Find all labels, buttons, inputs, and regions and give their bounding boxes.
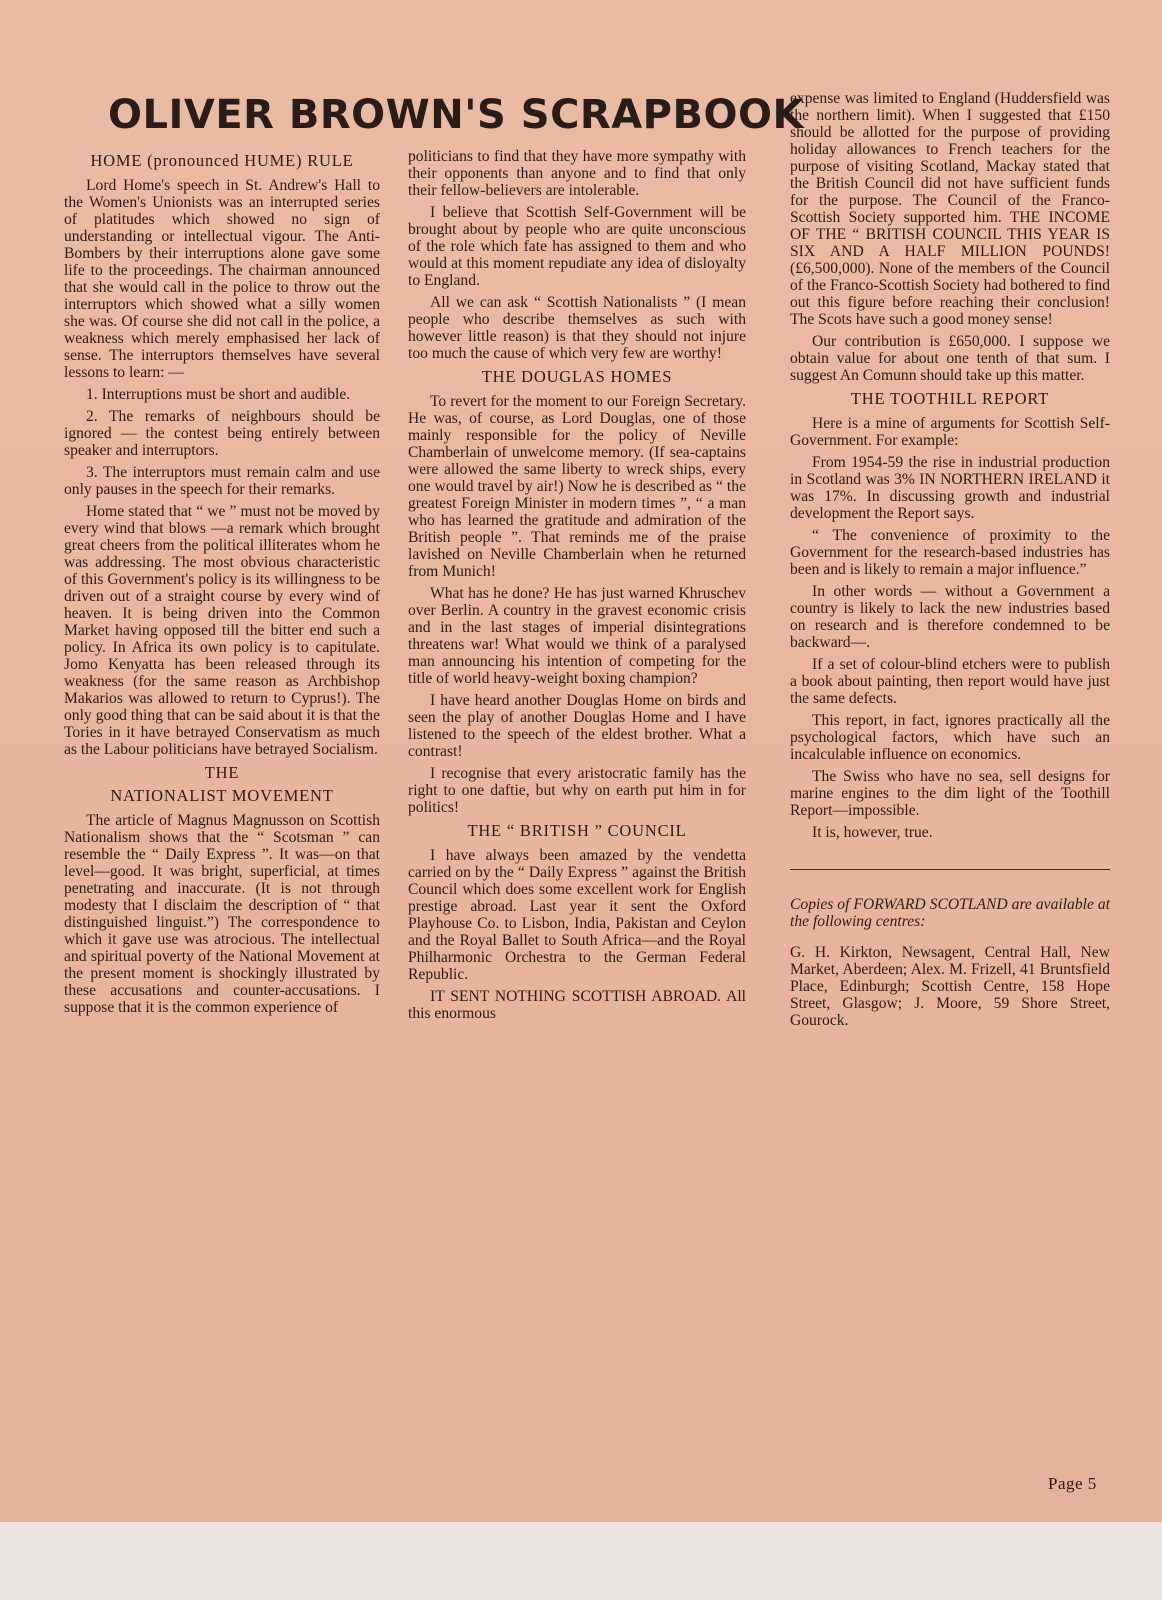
section-heading-douglas-homes: THE DOUGLAS HOMES bbox=[481, 367, 673, 386]
column-2 bbox=[408, 148, 746, 1027]
copies-intro: Copies of FORWARD SCOTLAND are available at the following centres: bbox=[790, 896, 1110, 930]
paragraph: I believe that Scottish Self-Government will be brought about by people who are quite unconscious of the role which fate has assigned to them and who would at this moment repudiate any idea of disloyalty to England. bbox=[408, 204, 746, 289]
paragraph: Lord Home's speech in St. Andrew's Hall to the Women's Unionists was an interrupted series of platitudes which showed no sign of understanding or intellectual vigour. The Anti-Bombers by their interruptions alone gave some life to the proceedings. The chairman announced that she would call in the police to throw out the interruptors which showed what a silly women she was. Of course she did not call in the police, a weakness which merely emphasised her lack of sense. The interruptors themselves have several lessons to learn: — bbox=[64, 177, 380, 381]
paper-edge bbox=[0, 1522, 1162, 1600]
paragraph: politicians to find that they have more sympathy with their opponents than anyone and to find that only their fellow-believers are intolerable. bbox=[408, 148, 746, 199]
page-title: OLIVER BROWN'S SCRAPBOOK bbox=[108, 92, 804, 138]
paragraph: Home stated that “ we ” must not be moved by every wind that blows —a remark which brought great cheers from the political illiterates whom he was addressing. The most obvious characteristic of this Government's policy is its willingness to be driven out of a straight course by every wind of heaven. It is being driven into the Common Market having opposed till the bitter end such a policy. In Africa its own policy is to capitulate. Jomo Kenyatta has been released through its weakness (for the same reason as Archbishop Makarios was allowed to return to Cyprus!). The only good thing that can be said about it is that the Tories in it have betrayed Conservatism as much as the Labour politicians have betrayed Socialism. bbox=[64, 503, 380, 758]
paragraph: This report, in fact, ignores practically all the psychological factors, which have such an incalculable influence on economics. bbox=[790, 712, 1110, 763]
paragraph: expense was limited to England (Huddersfield was the northern limit). When I suggested that £150 should be allotted for the purpose of providing holiday allowances to French teachers for the purpose of visiting Scotland, Mackay stated that the British Council did not have sufficient funds for the purpose. The Council of the Franco-Scottish Society supported him. THE INCOME OF THE “ BRITISH COUNCIL THIS YEAR IS SIX AND A HALF MILLION POUNDS! (£6,500,000). None of the members of the Council of the Franco-Scottish Society had bothered to find out this figure before reaching their conclusion! The Scots have such a good money sense! bbox=[790, 90, 1110, 328]
paragraph: All we can ask “ Scottish Nationalists ” (I mean people who describe themselves as such with however little reason) is that they should not injure too much the cause of which very few are worthy! bbox=[408, 294, 746, 362]
paragraph: 3. The interruptors must remain calm and use only pauses in the speech for their remarks. bbox=[64, 464, 380, 498]
paragraph: From 1954-59 the rise in industrial production in Scotland was 3% IN NORTHERN IRELAND it was 17%. In discussing growth and industrial development the Report says. bbox=[790, 454, 1110, 522]
copies-list: G. H. Kirkton, Newsagent, Central Hall, New Market, Aberdeen; Alex. M. Frizell, 41 Bruntsfield Place, Edinburgh; Scottish Centre, 158 Hope Street, Glasgow; J. Moore, 59 Shore Street, Gourock. bbox=[790, 944, 1110, 1029]
section-heading-nationalist-movement: NATIONALIST MOVEMENT bbox=[110, 786, 334, 805]
paragraph: I recognise that every aristocratic family has the right to one daftie, but why on earth put him in for politics! bbox=[408, 765, 746, 816]
paragraph: 2. The remarks of neighbours should be ignored — the contest being entirely between speaker and interruptors. bbox=[64, 408, 380, 459]
paragraph: In other words — without a Government a country is likely to lack the new industries based on research and is therefore condemned to be backward—. bbox=[790, 583, 1110, 651]
section-heading-toothill-report: THE TOOTHILL REPORT bbox=[850, 389, 1050, 408]
paragraph: Here is a mine of arguments for Scottish Self-Government. For example: bbox=[790, 415, 1110, 449]
paragraph: The article of Magnus Magnusson on Scottish Nationalism shows that the “ Scotsman ” can resemble the “ Daily Express ”. It was—on that level—good. It was bright, superficial, at times penetrating and inaccurate. (It is not through modesty that I disclaim the description of “ that distinguished linguist.”) The correspondence to which it gave use was atrocious. The intellectual and spiritual poverty of the National Movement at the present moment is shockingly illustrated by these accusations and counter-accusations. I suppose that it is the common experience of bbox=[64, 812, 380, 1016]
paragraph: IT SENT NOTHING SCOTTISH ABROAD. All this enormous bbox=[408, 988, 746, 1022]
section-heading-british-council: THE “ BRITISH ” COUNCIL bbox=[467, 821, 687, 840]
column-1 bbox=[64, 146, 380, 1021]
paragraph: “ The convenience of proximity to the Government for the research-based industries has been and is likely to remain a major influence.” bbox=[790, 527, 1110, 578]
divider bbox=[790, 869, 1110, 870]
section-heading-the: THE bbox=[204, 763, 240, 782]
paragraph: I have heard another Douglas Home on birds and seen the play of another Douglas Home and I have listened to the speech of the eldest brother. What a contrast! bbox=[408, 692, 746, 760]
paragraph: If a set of colour-blind etchers were to publish a book about painting, then report would have just the same defects. bbox=[790, 656, 1110, 707]
paragraph: It is, however, true. bbox=[812, 824, 933, 841]
column-3 bbox=[790, 90, 1110, 1034]
paragraph: Our contribution is £650,000. I suppose we obtain value for about one tenth of that sum. I suggest An Comunn should take up this matter. bbox=[790, 333, 1110, 384]
paragraph: 1. Interruptions must be short and audible. bbox=[86, 386, 351, 403]
paragraph: The Swiss who have no sea, sell designs for marine engines to the dim light of the Toothill Report—impossible. bbox=[790, 768, 1110, 819]
paragraph: To revert for the moment to our Foreign Secretary. He was, of course, as Lord Douglas, one of those mainly responsible for the policy of Neville Chamberlain of unwelcome memory. (If sea-captains were allowed the same liberty to wreck ships, every one would travel by air!) Now he is described as “ the greatest Foreign Minister in modern times ”, “ a man who has learned the gratitude and admiration of the British people ”. That reminds me of the praise lavished on Neville Chamberlain when he returned from Munich! bbox=[408, 393, 746, 580]
page-number: Page 5 bbox=[1048, 1474, 1097, 1493]
paragraph: I have always been amazed by the vendetta carried on by the “ Daily Express ” against the British Council which does some excellent work for English prestige abroad. Last year it sent the Oxford Playhouse Co. to Lisbon, India, Pakistan and Ceylon and the Royal Ballet to South Africa—and the Royal Philharmonic Orchestra to the German Federal Republic. bbox=[408, 847, 746, 983]
paragraph: What has he done? He has just warned Khruschev over Berlin. A country in the gravest economic crisis and in the last stages of imperial disintegrations threatens war! What would we think of a paralysed man announcing his intention of competing for the title of world heavy-weight boxing champion? bbox=[408, 585, 746, 687]
section-heading-home-rule: HOME (pronounced HUME) RULE bbox=[90, 151, 354, 170]
